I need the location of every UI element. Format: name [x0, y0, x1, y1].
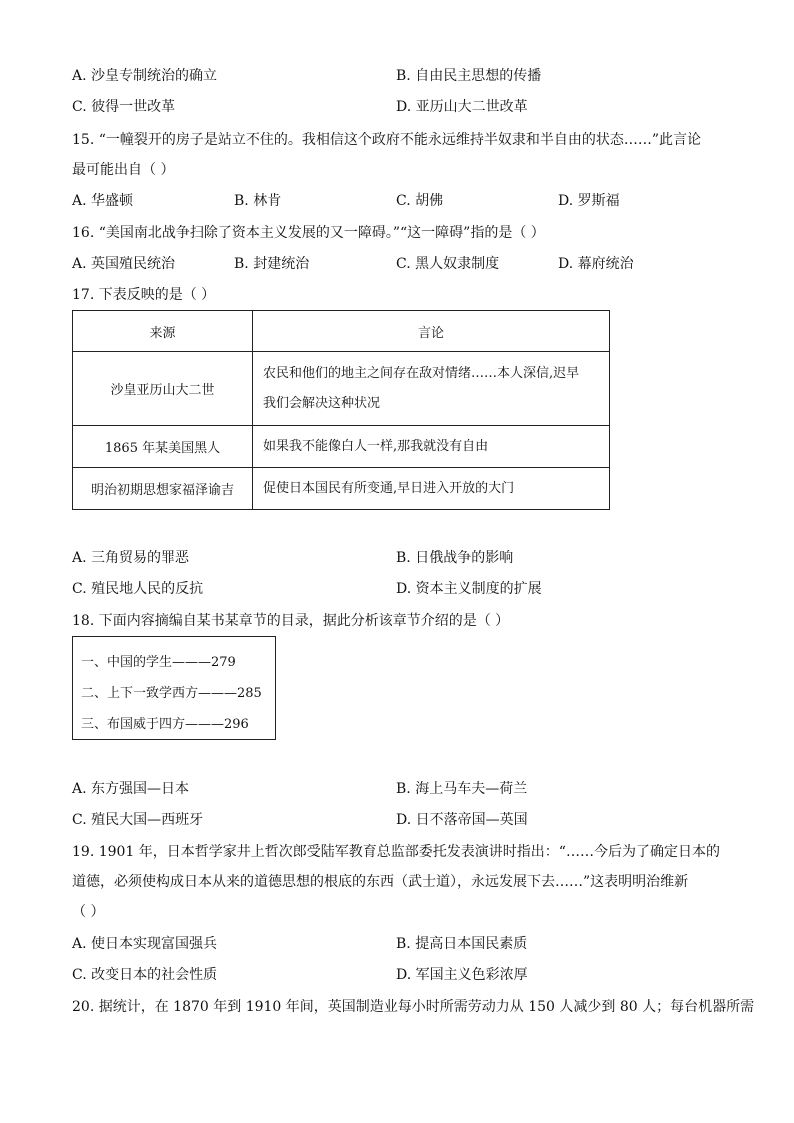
q17-row2-quote: 如果我不能像白人一样,那我就没有自由 — [253, 426, 610, 468]
q17-option-a: A. 三角贸易的罪恶 — [72, 550, 190, 566]
q18-toc-item-1: 一、中国的学生———279 — [81, 655, 236, 670]
q17-option-d: D. 资本主义制度的扩展 — [396, 581, 542, 597]
q18-option-b: B. 海上马车夫—荷兰 — [396, 781, 528, 797]
q17-header-source: 来源 — [73, 311, 253, 352]
q18-option-a: A. 东方强国—日本 — [72, 781, 190, 797]
q16-option-a: A. 英国殖民统治 — [72, 256, 176, 272]
q17-option-c: C. 殖民地人民的反抗 — [72, 581, 204, 597]
q16-option-c: C. 黑人奴隶制度 — [396, 256, 500, 272]
q18-toc-box — [72, 636, 276, 740]
q17-row1-quote — [253, 352, 610, 426]
q17-table-header-row — [73, 311, 610, 352]
q17-row3-source: 明治初期思想家福泽谕吉 — [73, 468, 253, 510]
q18-toc-item-2: 二、上下一致学西方———285 — [81, 686, 262, 701]
q18-option-c: C. 殖民大国—西班牙 — [72, 812, 204, 828]
q15-stem-line1: 15. “一幢裂开的房子是站立不住的。我相信这个政府不能永远维持半奴隶和半自由的状态……”此言论 — [72, 132, 702, 148]
q15-stem-line2: 最可能出自（ ） — [72, 162, 175, 178]
q16-option-b: B. 封建统治 — [234, 256, 310, 272]
q19-option-b: B. 提高日本国民素质 — [396, 936, 528, 952]
q17-table — [72, 310, 610, 510]
q19-option-c: C. 改变日本的社会性质 — [72, 967, 218, 983]
q18-toc-item-3: 三、布国威于四方———296 — [81, 717, 249, 732]
q20-stem-line1: 20. 据统计，在 1870 年到 1910 年间，英国制造业每小时所需劳动力从 150 人减少到 80 人；每台机器所需 — [72, 999, 755, 1015]
q15-option-b: B. 林肯 — [234, 193, 282, 209]
q16-stem: 16. “美国南北战争扫除了资本主义发展的又一障碍。”“这一障碍”指的是（ ） — [72, 225, 545, 241]
q14-option-a: A. 沙皇专制统治的确立 — [72, 68, 218, 84]
q18-option-d: D. 日不落帝国—英国 — [396, 812, 528, 828]
q16-option-d: D. 幕府统治 — [558, 256, 634, 272]
q19-stem-line3: （ ） — [72, 904, 105, 920]
q19-option-d: D. 军国主义色彩浓厚 — [396, 967, 528, 983]
table-row — [73, 352, 610, 426]
q17-row1-quote-line1: 农民和他们的地主之间存在敌对情绪……本人深信,迟早 — [263, 365, 580, 381]
q17-header-quote: 言论 — [253, 311, 610, 352]
table-row — [73, 468, 610, 510]
q19-stem-line2: 道德，必须使构成日本从来的道德思想的根底的东西（武士道），永远发展下去……”这表明明治维新 — [72, 874, 689, 890]
q19-stem-line1: 19. 1901 年，日本哲学家井上哲次郎受陆军教育总监部委托发表演讲时指出：“……今后为了确定日本的 — [72, 844, 720, 860]
q19-option-a: A. 使日本实现富国强兵 — [72, 936, 218, 952]
q15-option-d: D. 罗斯福 — [558, 193, 620, 209]
q17-row2-source: 1865 年某美国黑人 — [73, 426, 253, 468]
q17-option-b: B. 日俄战争的影响 — [396, 550, 514, 566]
q17-row3-quote: 促使日本国民有所变通,早日进入开放的大门 — [253, 468, 610, 510]
q14-option-c: C. 彼得一世改革 — [72, 99, 176, 115]
q17-stem: 17. 下表反映的是（ ） — [72, 287, 216, 303]
q17-row1-source: 沙皇亚历山大二世 — [73, 352, 253, 426]
q14-option-d: D. 亚历山大二世改革 — [396, 99, 528, 115]
q15-option-c: C. 胡佛 — [396, 193, 444, 209]
q14-option-b: B. 自由民主思想的传播 — [396, 68, 542, 84]
table-row — [73, 426, 610, 468]
q18-stem: 18. 下面内容摘编自某书某章节的目录，据此分析该章节介绍的是（ ） — [72, 613, 510, 629]
q17-row1-quote-line2: 我们会解决这种状况 — [263, 395, 381, 411]
q15-option-a: A. 华盛顿 — [72, 193, 134, 209]
